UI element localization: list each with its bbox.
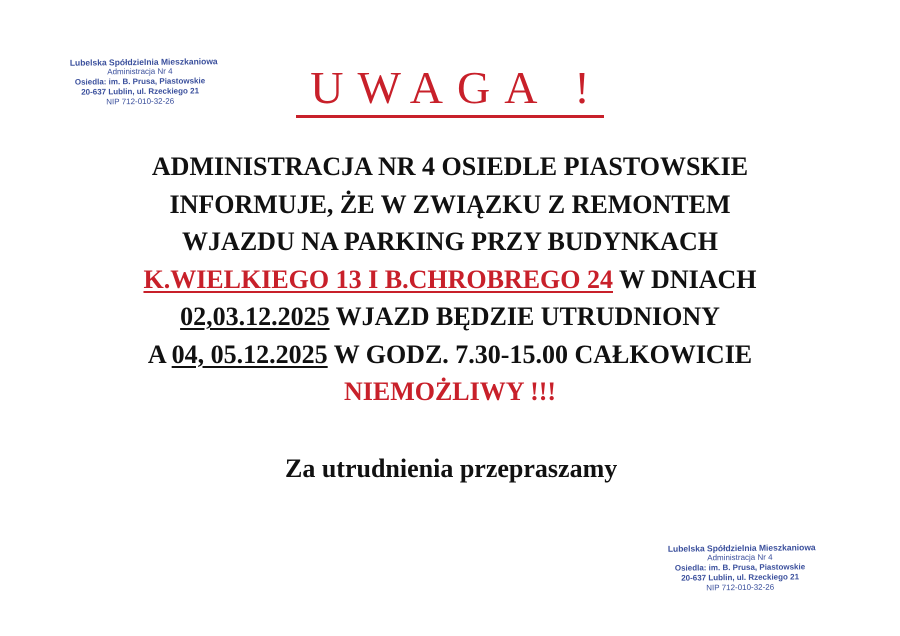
- stamp-address: 20-637 Lublin, ul. Rzeckiego 21: [681, 572, 800, 583]
- stamp-nip: NIP 712-010-32-26: [106, 96, 175, 107]
- stamp-bottom: [667, 542, 816, 594]
- notice-line-4: [0, 261, 900, 299]
- notice-line-1: ADMINISTRACJA NR 4 OSIEDLE PIASTOWSKIE: [151, 152, 749, 181]
- buildings-highlight: K.WIELKIEGO 13 I B.CHROBREGO 24: [143, 264, 613, 294]
- apology-text: Za utrudnienia przepraszamy: [285, 454, 618, 483]
- stamp-nip: NIP 712-010-32-26: [706, 582, 775, 593]
- notice-body: [0, 148, 900, 411]
- notice-line-5-rest: WJAZD BĘDZIE UTRUDNIONY: [329, 302, 720, 331]
- stamp-admin: Administracja Nr 4: [107, 66, 173, 77]
- dates-closed: 04, 05.12.2025: [171, 339, 328, 369]
- stamp-org: Lubelska Spółdzielnia Mieszkaniowa: [667, 542, 816, 554]
- notice-title: [0, 60, 900, 118]
- notice-line-6: [0, 336, 900, 374]
- stamp-estate: Osiedla: im. B. Prusa, Piastowskie: [74, 76, 206, 87]
- notice-line-5: [0, 298, 900, 336]
- notice-line-3: WJAZDU NA PARKING PRZY BUDYNKACH: [182, 227, 718, 256]
- stamp-admin: Administracja Nr 4: [707, 552, 773, 563]
- notice-line-2: INFORMUJE, ŻE W ZWIĄZKU Z REMONTEM: [169, 189, 731, 219]
- impossible-warning: NIEMOŻLIWY !!!: [343, 377, 557, 406]
- dates-restricted: 02,03.12.2025: [180, 302, 330, 331]
- stamp-estate: Osiedla: im. B. Prusa, Piastowskie: [674, 562, 806, 573]
- stamp-org: Lubelska Spółdzielnia Mieszkaniowa: [69, 56, 218, 68]
- notice-line-6-rest: W GODZ. 7.30-15.00 CAŁKOWICIE: [327, 339, 753, 369]
- notice-title-text: UWAGA !: [296, 62, 603, 118]
- stamp-address: 20-637 Lublin, ul. Rzeckiego 21: [81, 86, 200, 97]
- notice-line-4-rest: W DNIACH: [613, 264, 757, 294]
- notice-line-6-prefix: A: [147, 339, 172, 369]
